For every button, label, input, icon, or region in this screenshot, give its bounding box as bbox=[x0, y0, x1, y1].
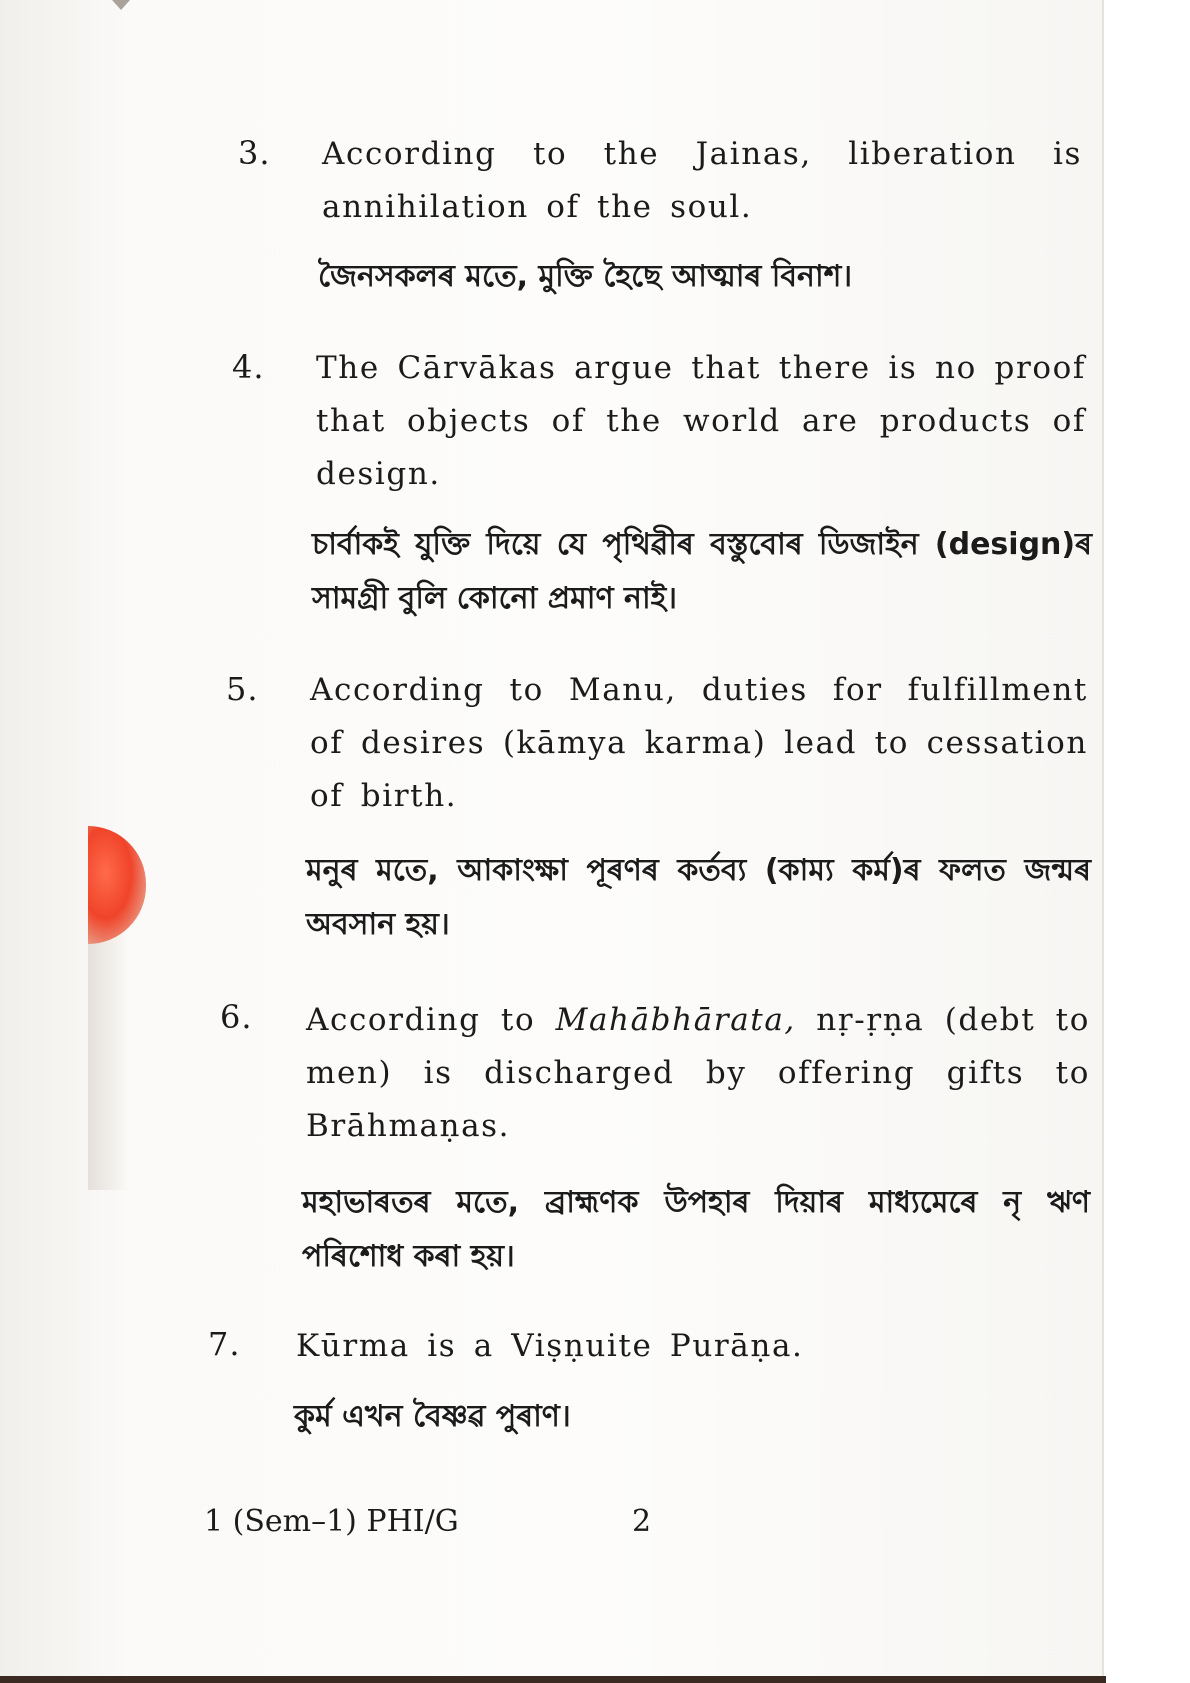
question-text-prefix: According to bbox=[306, 1002, 536, 1038]
question-number: 4. bbox=[232, 348, 265, 386]
question-text-english: According to Manu, duties for fulfillment of desires (kāmya karma) lead to cessation of birth. bbox=[310, 672, 1088, 814]
question-text-assamese: মনুৰ মতে, আকাংক্ষা পূৰণৰ কৰ্তব্য (কাম্য কৰ্ম)ৰ ফলত জন্মৰ অবসান হয়। bbox=[306, 853, 1091, 942]
finger-shadow bbox=[88, 930, 128, 1190]
question-text-english: According to the Jainas, liberation is annihilation of the soul. bbox=[322, 136, 1082, 225]
question-text-assamese: কুৰ্ম এখন বৈষ্ণৱ পুৰাণ। bbox=[294, 1399, 571, 1434]
question-number: 5. bbox=[226, 670, 259, 708]
bottom-edge bbox=[0, 1676, 1106, 1683]
question-text-english bbox=[306, 994, 1090, 1153]
page-number: 2 bbox=[632, 1504, 652, 1539]
question-text-assamese: জৈনসকলৰ মতে, মুক্তি হৈছে আত্মাৰ বিনাশ। bbox=[318, 259, 853, 294]
question-number: 6. bbox=[220, 998, 253, 1036]
question-text-english: Kūrma is a Viṣṇuite Purāṇa. bbox=[296, 1328, 804, 1364]
question-text-assamese: চাৰ্বাকই যুক্তি দিয়ে যে পৃথিৱীৰ বস্তুবোৰ ডিজাইন (design)ৰ সামগ্ৰী বুলি কোনো প্ৰমাণ নাই। bbox=[312, 527, 1092, 616]
page-edge bbox=[1102, 0, 1190, 1683]
corner-mark bbox=[112, 0, 130, 10]
question-text-suffix: nṛ-ṛṇa (debt to men) is discharged by offering gifts to Brāhmaṇas. bbox=[306, 1002, 1090, 1144]
question-number: 7. bbox=[208, 1325, 241, 1363]
paper-code: 1 (Sem–1) PHI/G bbox=[204, 1504, 459, 1539]
question-text-assamese: মহাভাৰতৰ মতে, ব্ৰাহ্মণক উপহাৰ দিয়াৰ মাধ্যমেৰে নৃ ঋণ পৰিশোধ কৰা হয়। bbox=[302, 1185, 1090, 1274]
question-number: 3. bbox=[238, 134, 271, 172]
question-text-italic: Mahābhārata, bbox=[555, 1002, 796, 1038]
question-text-english: The Cārvākas argue that there is no proof that objects of the world are products of design. bbox=[316, 350, 1086, 492]
